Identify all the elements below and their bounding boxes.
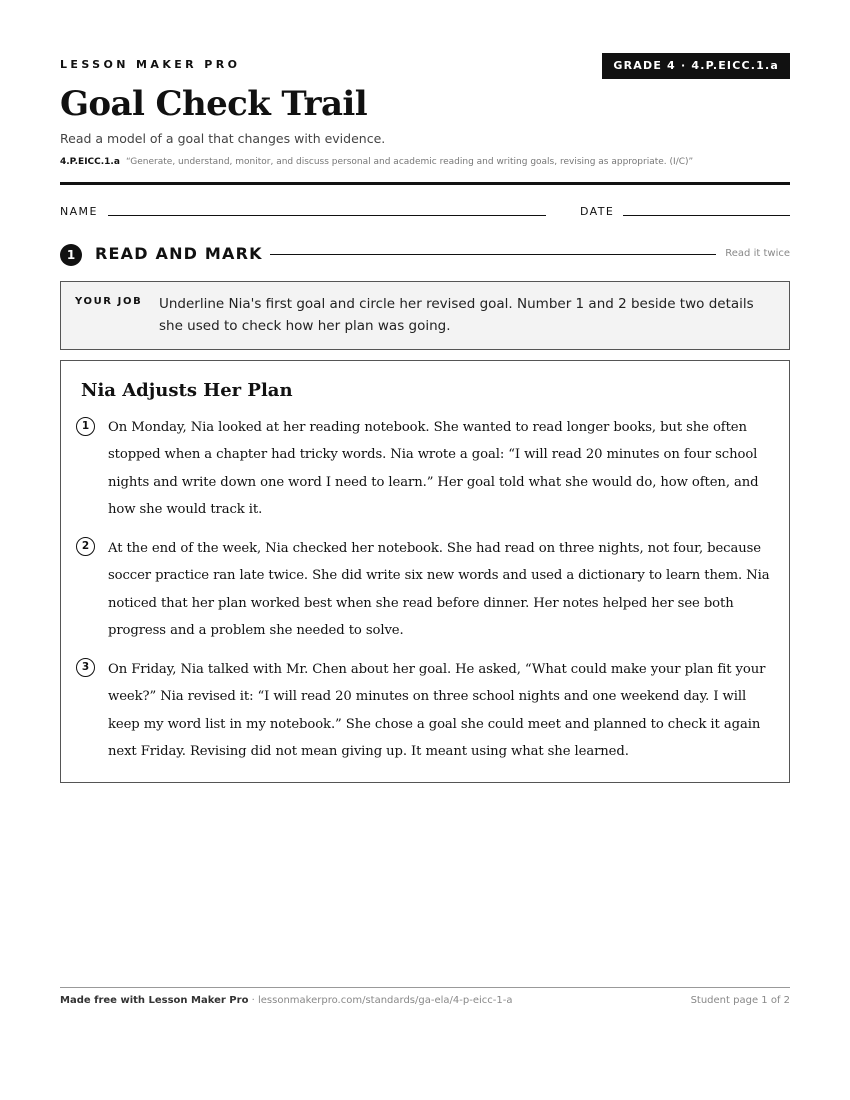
- standard-code: 4.P.EICC.1.a: [60, 157, 120, 167]
- section-rule: [270, 254, 716, 255]
- date-field[interactable]: [623, 215, 790, 216]
- standard-text: “Generate, understand, monitor, and discuss personal and academic reading and writing goals, revising as appropriate. (I/C)”: [125, 157, 694, 167]
- footer-divider: [60, 987, 790, 988]
- footer-page-number: Student page 1 of 2: [690, 995, 790, 1006]
- paragraph-number: 3: [76, 658, 95, 677]
- passage-paragraph: On Monday, Nia looked at her reading notebook. She wanted to read longer books, but she often stopped when a chapter had tricky words. Nia wrote a goal: “I will read 20 minutes on four school nights and write down one word I need to learn.” Her goal told what she would do, how often, and how she would track it.: [108, 420, 759, 517]
- standard-line: [60, 157, 693, 167]
- passage-title: Nia Adjusts Her Plan: [81, 380, 293, 401]
- passage-paragraph: On Friday, Nia talked with Mr. Chen about her goal. He asked, “What could make your plan fit your week?” Nia revised it: “I will read 20 minutes on three school nights and one weekend day. I will keep my word list in my notebook.” She chose a goal she could meet and planned to check it again next Friday. Revising did not mean giving up. It meant using what she learned.: [108, 662, 766, 759]
- section-note: Read it twice: [725, 248, 790, 259]
- footer-credit: [60, 995, 512, 1006]
- grade-badge: GRADE 4 · 4.P.EICC.1.a: [602, 53, 790, 79]
- name-label: NAME: [60, 205, 98, 218]
- paragraph-number: 1: [76, 417, 95, 436]
- page-title: Goal Check Trail: [60, 84, 368, 124]
- paragraph-number: 2: [76, 537, 95, 556]
- your-job-text: Underline Nia's first goal and circle her revised goal. Number 1 and 2 beside two details she used to check how her plan was going.: [159, 296, 754, 334]
- header-divider: [60, 182, 790, 185]
- passage-paragraph: At the end of the week, Nia checked her notebook. She had read on three nights, not four, because soccer practice ran late twice. She did write six new words and used a dictionary to learn them. Nia noticed that her plan worked best when she read before dinner. Her notes helped her see both progress and a problem she needed to solve.: [108, 541, 770, 638]
- footer-url[interactable]: lessonmakerpro.com/standards/ga-ela/4-p-eicc-1-a: [257, 995, 513, 1006]
- section-title: READ AND MARK: [95, 244, 263, 263]
- page-subtitle: Read a model of a goal that changes with evidence.: [60, 131, 386, 146]
- reading-passage: [60, 360, 790, 783]
- name-field[interactable]: [108, 215, 546, 216]
- section-number-badge: 1: [60, 244, 82, 266]
- your-job-box: [60, 281, 790, 350]
- worksheet-page: [60, 0, 790, 1100]
- footer-made-with: Made free with Lesson Maker Pro: [60, 995, 249, 1006]
- your-job-label: YOUR JOB: [75, 296, 143, 307]
- footer-separator: ·: [248, 995, 258, 1006]
- date-label: DATE: [580, 205, 615, 218]
- brand-name: LESSON MAKER PRO: [60, 58, 241, 71]
